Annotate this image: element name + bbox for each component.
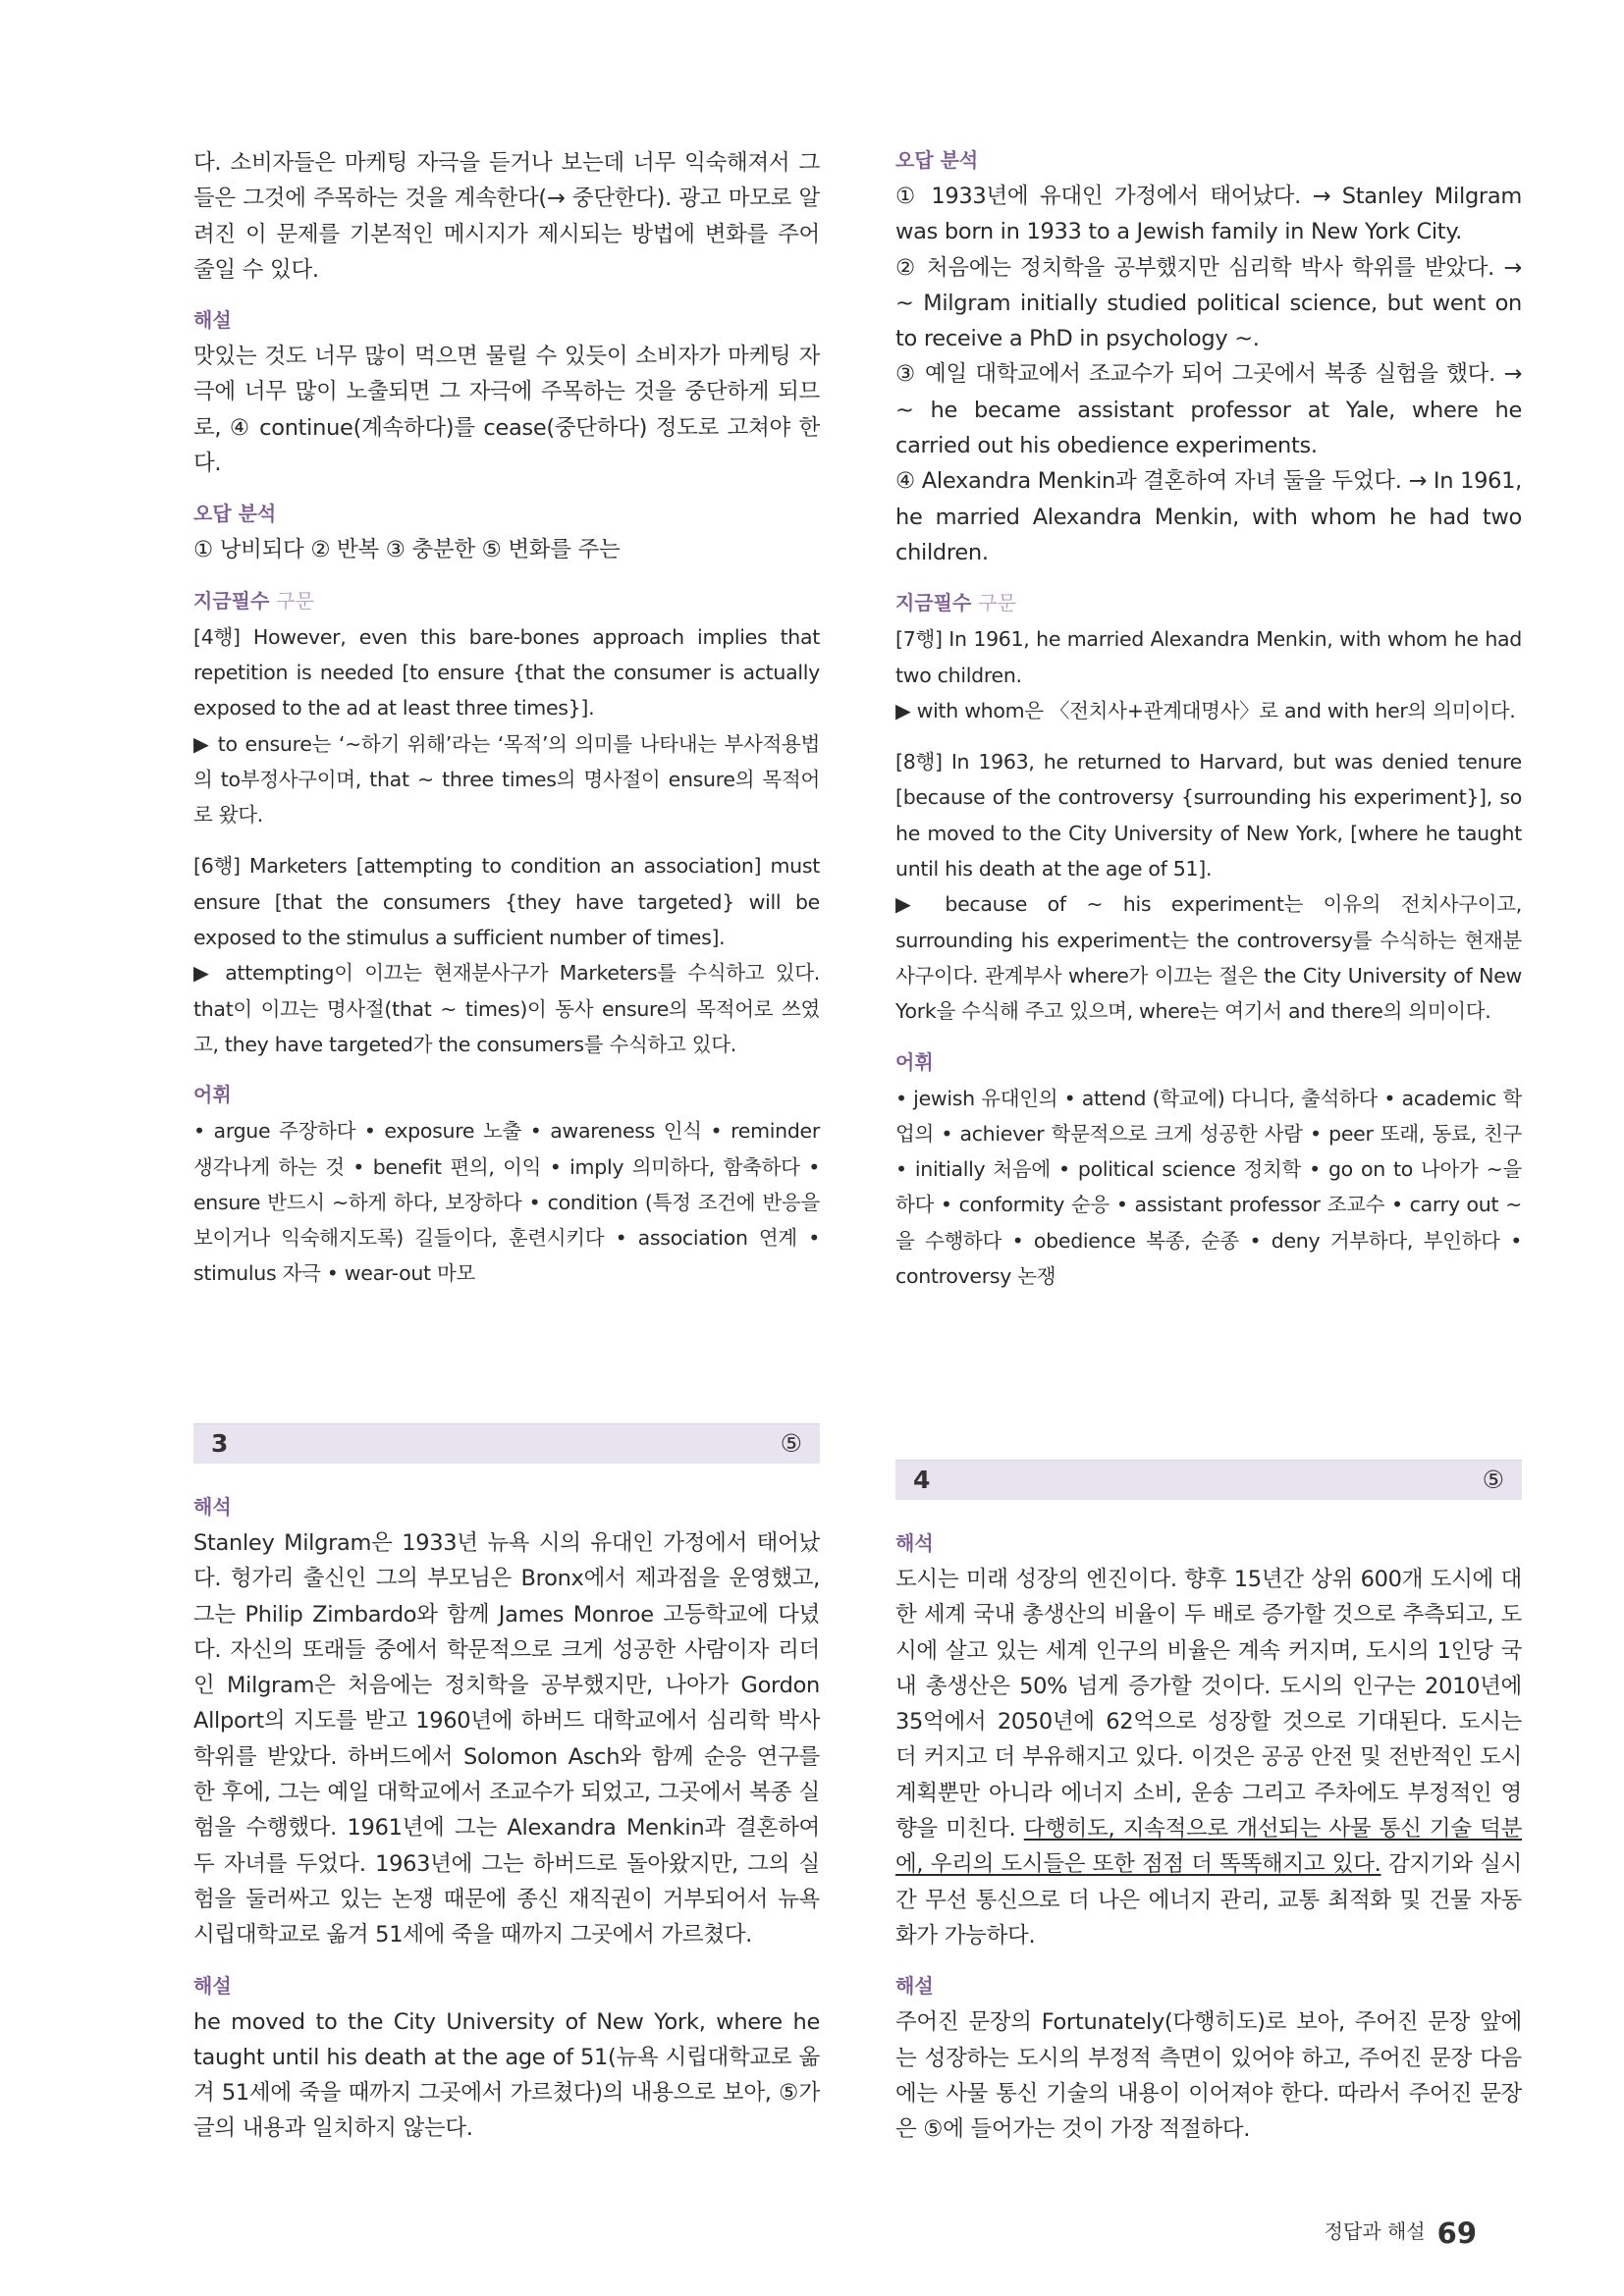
page-footer (1325, 2214, 1477, 2251)
wrong-analysis-heading: 오답 분석 (895, 148, 979, 172)
question-number: 3 (211, 1429, 229, 1458)
syntax-heading (895, 588, 1522, 617)
syntax-heading-main: 지금필수 (193, 588, 270, 613)
question-3-bar (193, 1423, 820, 1464)
translation-part: 감지기와 실시간 무선 통신으로 더 나은 에너지 관리, 교통 최적화 및 건물 자동화가 가능하다. (895, 1851, 1522, 1949)
syntax-note-2: ▶ because of ~ his experiment는 이유의 전치사구이고, surrounding his experiment는 the controversy를 수식하는 현재분사구이다. 관계부사 where가 이끄는 절은 the City University of New York을 수식해 주고 있으며, where는 여기서 and there의 의미이다. (895, 892, 1522, 1024)
syntax-heading (193, 586, 820, 615)
translation-heading: 해석 (895, 1531, 934, 1555)
question-3-body (193, 1492, 820, 2147)
wrong-item-2: ② 처음에는 정치학을 공부했지만 심리학 박사 학위를 받았다. → ~ Milgram initially studied political science, but went on to receive a PhD in psychology ~. (895, 254, 1522, 352)
explain-heading: 해설 (193, 1973, 232, 1998)
explain-heading: 해설 (895, 1974, 934, 1999)
wrong-analysis-heading: 오답 분석 (193, 502, 277, 526)
syntax-note-1: ▶ to ensure는 ‘~하기 위해’라는 ‘목적’의 의미를 나타내는 부사적용법의 to부정사구이며, that ~ three times의 명사절이 ensure의 목적어로 왔다. (193, 731, 820, 828)
translation-heading: 해석 (193, 1495, 232, 1519)
syntax-note-2: ▶ attempting이 이끄는 현재분사구가 Marketers를 수식하고 있다. that이 이끄는 명사절(that ~ times)이 동사 ensure의 목적어로 쓰였고, they have targeted가 the consumers를 수식하고 있다. (193, 961, 820, 1056)
syntax-note-1: ▶ with whom은 〈전치사+관계대명사〉로 and with her의 의미이다. (895, 698, 1516, 722)
wrong-item-4: ④ Alexandra Menkin과 결혼하여 자녀 둘을 두었다. → In 1961, he married Alexandra Menkin, with whom he had two children. (895, 468, 1522, 565)
translation-text: 다. 소비자들은 마케팅 자극을 듣거나 보는데 너무 익숙해져서 그들은 그것에 주목하는 것을 계속한다(→ 중단한다). 광고 마모로 알려진 이 문제를 기본적인 메시지가 제시되는 방법에 변화를 주어 줄일 수 있다. (193, 150, 820, 283)
question-number: 4 (913, 1466, 931, 1494)
answer-mark: ⑤ (1482, 1466, 1504, 1494)
answer-mark: ⑤ (780, 1429, 802, 1458)
explain-text: 주어진 문장의 Fortunately(다행히도)로 보아, 주어진 문장 앞에는 성장하는 도시의 부정적 측면이 있어야 하고, 주어진 문장 다음에는 사물 통신 기술의 내용이 이어져야 한다. 따라서 주어진 문장은 ⑤에 들어가는 것이 가장 적절하다. (895, 2009, 1522, 2143)
vocab-heading: 어휘 (193, 1083, 232, 1107)
vocab-heading: 어휘 (895, 1049, 934, 1074)
explain-text: 맛있는 것도 너무 많이 먹으면 물릴 수 있듯이 소비자가 마케팅 자극에 너무 많이 노출되면 그 자극에 주목하는 것을 중단하게 되므로, ④ continue(계속하다)를 cease(중단하다) 정도로 고쳐야 한다. (193, 344, 820, 477)
syntax-heading-sub: 구문 (276, 588, 314, 613)
footer-label: 정답과 해설 (1324, 2219, 1426, 2243)
question-4-bar (895, 1460, 1522, 1500)
explain-text: he moved to the City University of New York, where he taught until his death at the age of 51(뉴욕 시립대학교로 옮겨 51세에 죽을 때까지 그곳에서 가르쳤다)의 내용으로 보아, ⑤가 글의 내용과 일치하지 않는다. (193, 2008, 820, 2142)
page-number: 69 (1436, 2216, 1477, 2250)
vocab-list: • jewish 유대인의 • attend (학교에) 다니다, 출석하다 • academic 학업의 • achiever 학문적으로 크게 성공한 사람 • peer 또래, 동료, 친구 • initially 처음에 • political science 정치학 • go on to 나아가 ~을 하다 • conformity 순응 • assistant professor 조교수 • carry out ~을 수행하다 • obedience 복종, 순종 • deny 거부하다, 부인하다 • controversy 논쟁 (895, 1086, 1522, 1289)
translation-continuation (193, 145, 820, 288)
translation-part: 도시는 미래 성장의 엔진이다. 향후 15년간 상위 600개 도시에 대한 세계 국내 총생산의 비율이 두 배로 증가할 것으로 추측되고, 도시에 살고 있는 세계 인구의 비율은 계속 커지며, 도시의 1인당 국내 총생산은 50% 넘게 증가할 것이다. 도시의 인구는 2010년에 35억에서 2050년에 62억으로 성장할 것으로 기대된다. 도시는 더 커지고 더 부유해지고 있다. 이것은 공공 안전 및 전반적인 도시 계획뿐만 아니라 에너지 소비, 운송 그리고 주차에도 부정적인 영향을 미친다. (895, 1567, 1522, 1842)
wrong-analysis-text: ① 낭비되다 ② 반복 ③ 충분한 ⑤ 변화를 주는 (193, 537, 621, 563)
wrong-item-1: ① 1933년에 유대인 가정에서 태어났다. → Stanley Milgram was born in 1933 to a Jewish family in New York City. (895, 184, 1522, 245)
syntax-item-2: [8행] In 1963, he returned to Harvard, but was denied tenure [because of the controversy {surrounding his experiment}], so he moved to the City University of New York, [where he taught until his death at the age of 51]. (895, 750, 1522, 881)
wrong-item-3: ③ 예일 대학교에서 조교수가 되어 그곳에서 복종 실험을 했다. → ~ he became assistant professor at Yale, where he carried out his obedience experiments. (895, 361, 1522, 459)
syntax-item-1: [4행] However, even this bare-bones approach implies that repetition is needed [to ensure {that the consumer is actually exposed to the ad at least three times}]. (193, 624, 820, 721)
syntax-heading-sub: 구문 (978, 591, 1016, 615)
translation-text: Stanley Milgram은 1933년 뉴욕 시의 유대인 가정에서 태어났다. 헝가리 출신인 그의 부모님은 Bronx에서 제과점을 운영했고, 그는 Philip Zimbardo와 함께 James Monroe 고등학교에 다녔다. 자신의 또래들 중에서 학문적으로 크게 성공한 사람이자 리더인 Milgram은 처음에는 정치학을 공부했지만, 나아가 Gordon Allport의 지도를 받고 1960년에 하버드 대학교에서 심리학 박사 학위를 받았다. 하버드에서 Solomon Asch와 함께 순응 연구를 한 후에, 그는 예일 대학교에서 조교수가 되었고, 그곳에서 복종 실험을 수행했다. 1961년에 그는 Alexandra Menkin과 결혼하여 두 자녀를 두었다. 1963년에 그는 하버드로 돌아왔지만, 그의 실험을 둘러싸고 있는 논쟁 때문에 종신 재직권이 거부되어서 뉴욕 시립대학교로 옮겨 51세에 죽을 때까지 그곳에서 가르쳤다. (193, 1530, 820, 1949)
syntax-item-2: [6행] Marketers [attempting to condition an association] must ensure [that the consumers {they have targeted} will be exposed to the stimulus a sufficient number of times]. (193, 854, 820, 950)
question-4-body (895, 1528, 1522, 2147)
underlined-sentence: 다행히도, 지속적으로 개선되는 사물 통신 기술 덕분에, 우리의 도시들은 또한 점점 더 똑똑해지고 있다. (895, 1816, 1522, 1878)
explain-heading: 해설 (193, 308, 232, 333)
syntax-item-1: [7행] In 1961, he married Alexandra Menkin, with whom he had two children. (895, 627, 1522, 687)
left-top-column (193, 145, 820, 1292)
vocab-list: • argue 주장하다 • exposure 노출 • awareness 인식 • reminder 생각나게 하는 것 • benefit 편의, 이익 • imply 의미하다, 함축하다 • ensure 반드시 ~하게 하다, 보장하다 • condition (특정 조건에 반응을 보이거나 익숙해지도록) 길들이다, 훈련시키다 • association 연계 • stimulus 자극 • wear-out 마모 (193, 1119, 820, 1286)
syntax-heading-main: 지금필수 (895, 591, 972, 615)
translation-text (895, 1562, 1522, 1953)
right-top-column (895, 145, 1522, 1294)
